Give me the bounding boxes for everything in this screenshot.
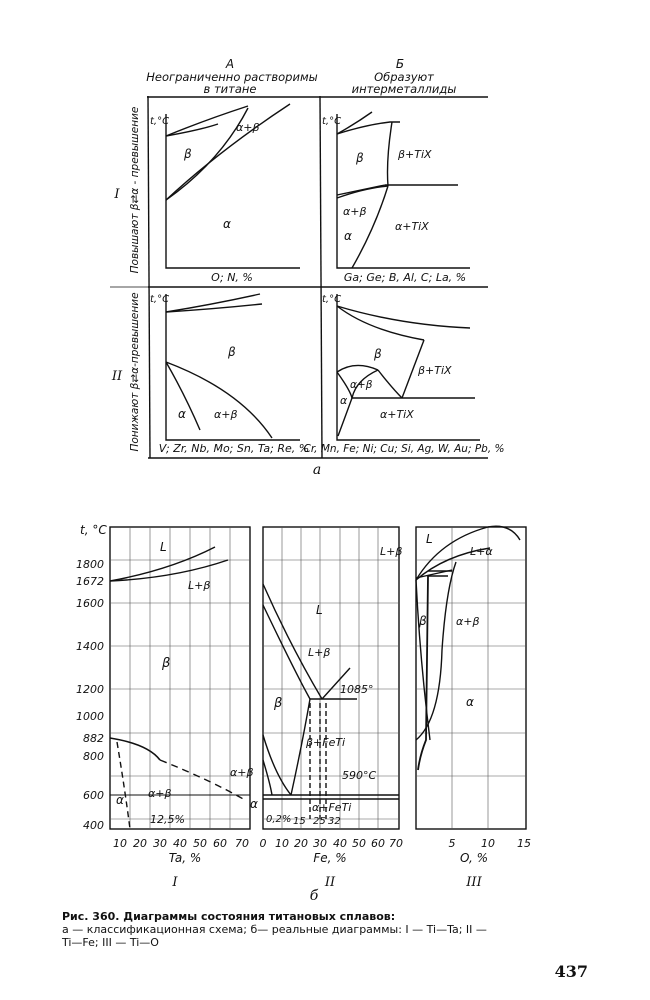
p1b-atx: α+TiX xyxy=(395,220,429,233)
caption-line-3: Ti—Fe; III — Ti—O xyxy=(62,936,159,949)
p2-afeti: α+FeTi xyxy=(312,801,352,814)
p1b-a: α xyxy=(344,229,352,243)
p1-pct: 12,5% xyxy=(150,813,185,826)
xlabel-1b: Ga; Ge; B, Al, C; La, % xyxy=(343,271,467,284)
y-tick-1672: 1672 xyxy=(76,575,104,588)
xlabel-2a: V; Zr, Nb, Mo; Sn, Ta; Re, % xyxy=(158,442,310,455)
figure-a-sublabel: а xyxy=(312,462,322,478)
temp-label-2a: t,°C xyxy=(150,294,170,305)
caption-line-1: Рис. 360. Диаграммы состояния титановых сплавов: xyxy=(62,910,396,923)
panel-1b-lines xyxy=(337,112,470,268)
row1-label: Повышают β⇄α - превышение xyxy=(129,106,141,274)
p2-c15: 15 xyxy=(293,816,306,827)
p3-numeral: III xyxy=(466,875,482,890)
col-b-letter: Б xyxy=(395,57,405,71)
p2-xtick-60: 60 xyxy=(371,837,385,850)
p1-b: β xyxy=(162,656,171,671)
y-tick-400: 400 xyxy=(83,819,104,832)
temp-label-2b: t,°C xyxy=(322,294,342,305)
temp-label-1b: t,°C xyxy=(322,116,342,127)
p2-xtick-50: 50 xyxy=(352,837,366,850)
p1-xtick-70: 70 xyxy=(235,837,249,850)
p2-c25: 25 xyxy=(313,816,326,827)
panel-ti-o xyxy=(416,526,526,829)
p3-xtick-10: 10 xyxy=(481,837,495,850)
p1-ab: α+β xyxy=(148,787,172,800)
p1-xtick-20: 20 xyxy=(133,837,147,850)
p1-xlabel: Ta, % xyxy=(168,851,202,865)
figure-caption xyxy=(62,910,602,949)
p2-c32: 32 xyxy=(328,816,341,827)
p1-xtick-30: 30 xyxy=(153,837,167,850)
y-axis-label: t, °C xyxy=(80,523,107,537)
p3-a: α xyxy=(466,695,474,709)
p1-xtick-50: 50 xyxy=(193,837,207,850)
y-tick-1200: 1200 xyxy=(76,683,104,696)
p3-xtick-15: 15 xyxy=(517,837,531,850)
figure-b-sublabel: б xyxy=(309,888,319,904)
p1-Lb: L+β xyxy=(188,579,211,592)
caption-line-2: а — классификационная схема; б— реальные диаграммы: I — Ti—Ta; II — xyxy=(62,923,487,936)
p1-numeral: I xyxy=(172,875,178,890)
p1a-ab: α+β xyxy=(236,121,260,134)
p2-c02: 0,2% xyxy=(266,814,292,825)
p2-1085: 1085° xyxy=(340,683,374,696)
p3-xtick-5: 5 xyxy=(448,837,456,850)
page-number: 437 xyxy=(554,962,588,981)
p2-L: L xyxy=(316,603,323,617)
p2-xtick-40: 40 xyxy=(333,837,347,850)
col-a-title-2: в титане xyxy=(203,82,257,96)
p2a-a: α xyxy=(178,407,186,421)
row2-numeral: II xyxy=(111,369,123,384)
row2-label: Понижают β⇄α-превышение xyxy=(129,292,141,452)
p1b-btx: β+TiX xyxy=(398,148,432,161)
p2-a: α xyxy=(250,797,258,811)
y-tick-1600: 1600 xyxy=(76,597,104,610)
p2-ab: α+β xyxy=(230,766,254,779)
p1-xtick-60: 60 xyxy=(213,837,227,850)
p2-xtick-30: 30 xyxy=(313,837,327,850)
p2a-ab: α+β xyxy=(214,408,238,421)
col-a-letter: А xyxy=(225,57,235,71)
p1-xtick-40: 40 xyxy=(173,837,187,850)
panel-1a-lines xyxy=(166,104,300,268)
p1b-b: β xyxy=(356,151,364,165)
p2b-atx: α+TiX xyxy=(380,408,414,421)
col-b-title-1: Образуют xyxy=(374,70,434,84)
panel-ti-fe xyxy=(263,527,399,829)
p1a-a: α xyxy=(223,217,231,231)
p3-b: β xyxy=(419,614,427,628)
p2-b: β xyxy=(274,696,283,711)
p2b-btx: β+TiX xyxy=(418,364,452,377)
p1-xtick-10: 10 xyxy=(113,837,127,850)
row1-numeral: I xyxy=(114,187,120,202)
xlabel-1a: O; N, % xyxy=(211,271,253,284)
p3-Lb: L+β xyxy=(380,545,403,558)
p2-xtick-0: 0 xyxy=(259,837,267,850)
p2-xtick-20: 20 xyxy=(294,837,308,850)
p1-L: L xyxy=(160,540,167,554)
xlabel-2b: Cr, Mn, Fe; Ni; Cu; Si, Ag, W, Au; Pb, % xyxy=(303,443,505,455)
col-b-title-2: интерметаллиды xyxy=(351,82,457,96)
col-a-title-1: Неограниченно растворимы xyxy=(146,70,318,84)
p2b-b: β xyxy=(374,347,382,361)
y-tick-600: 600 xyxy=(83,789,104,802)
p2-xlabel: Fe, % xyxy=(313,851,347,865)
p1-a: α xyxy=(116,793,124,807)
p2-590: 590°C xyxy=(342,769,377,782)
p2-numeral: II xyxy=(324,875,336,890)
y-tick-1000: 1000 xyxy=(76,710,104,723)
p2-bfeti: β+FeTi xyxy=(306,736,346,749)
p2-Lb: L+β xyxy=(308,646,331,659)
y-tick-882: 882 xyxy=(83,732,104,745)
p1b-ab: α+β xyxy=(343,205,367,218)
p2-xtick-10: 10 xyxy=(275,837,289,850)
y-tick-1400: 1400 xyxy=(76,640,104,653)
p3-xlabel: O, % xyxy=(460,851,488,865)
p3-ab: α+β xyxy=(456,615,480,628)
p3-La: L+α xyxy=(470,545,493,558)
p2b-a: α xyxy=(340,394,348,407)
p3-L: L xyxy=(426,532,433,546)
p2b-ab: α+β xyxy=(350,379,373,391)
y-tick-1800: 1800 xyxy=(76,558,104,571)
panel-ti-ta xyxy=(110,527,250,829)
p2a-b: β xyxy=(228,345,236,359)
temp-label-1a: t,°C xyxy=(150,116,170,127)
p1a-b: β xyxy=(184,147,192,161)
p2-xtick-70: 70 xyxy=(389,837,403,850)
y-tick-800: 800 xyxy=(83,750,104,763)
